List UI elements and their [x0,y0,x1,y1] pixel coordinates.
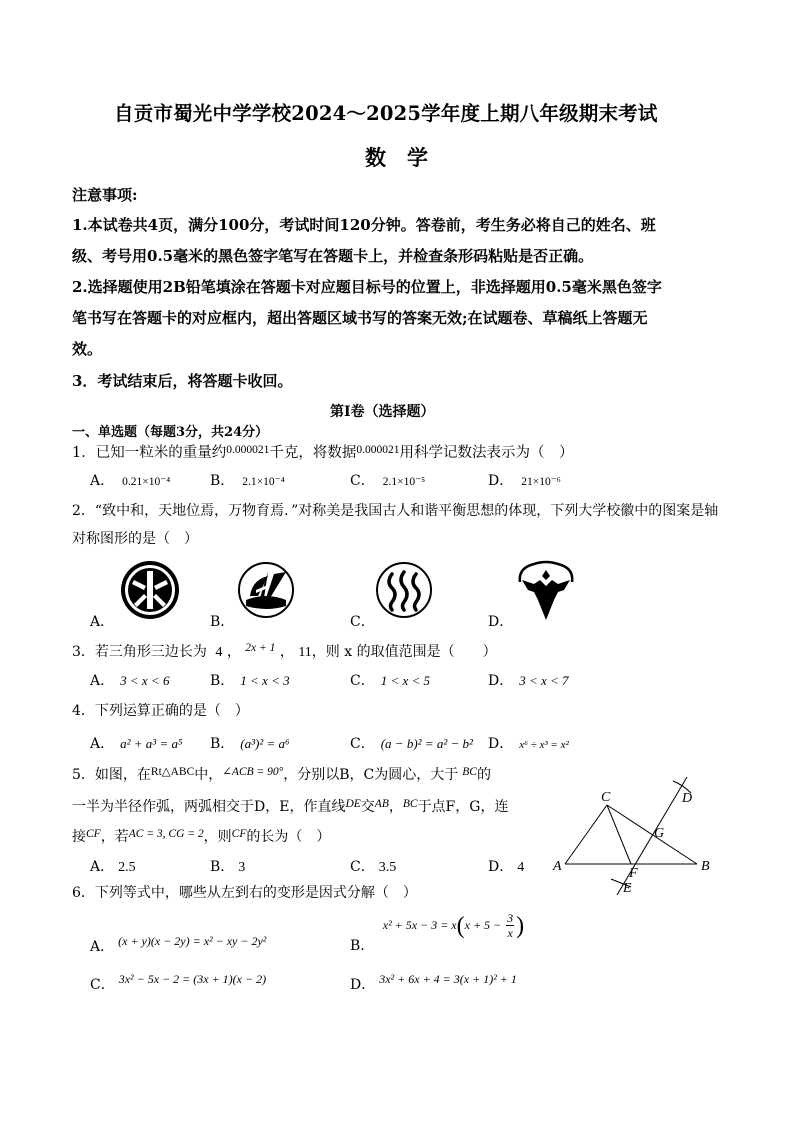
option-label: A． [90,473,115,489]
option-value: 2.1×10⁻⁵ [382,476,426,488]
q1-option-a[interactable] [90,470,170,490]
q5-text: 5．如图，在 [72,767,151,783]
option-label: B． [210,859,235,875]
q5-math: AB [374,798,389,810]
q3-option-b[interactable] [210,670,290,690]
option-label: A． [90,859,115,875]
question-5-line [72,796,508,816]
q5-math: DE [345,798,361,810]
fraction-numerator: 3 [507,911,514,925]
subject-title: 数 学 [365,145,428,170]
line-de [617,777,687,895]
part-title: 第Ⅰ卷（选择题） [330,404,435,420]
q1-option-d[interactable] [488,470,561,490]
q3-text: 3．若三角形三边长为 [72,644,207,660]
q3-side-b: 2x + 1 [245,642,276,654]
option-value: 2.1×10⁻⁴ [242,476,285,488]
right-paren: ) [516,912,525,939]
q1-text: 用科学记数法表示为（ ） [399,445,574,461]
option-value: 3x² − 5x − 2 = (3x + 1)(x − 2) [118,972,267,986]
point-b-label: B [701,859,710,874]
q5-text: ，若 [100,829,129,845]
q5-text: 接 [72,829,86,845]
q4-option-a[interactable] [90,733,182,753]
option-value: 2.5 [118,860,136,875]
q6-option-d[interactable] [350,972,517,994]
q1-number: 0.000021 [226,444,270,456]
notice-line: 1.本试卷共4页，满分100分，考试时间120分钟。答卷前，考生务必将自己的姓名、班 [72,216,656,234]
option-label: B． [210,473,235,489]
q3-option-a[interactable] [90,670,169,690]
notice-line: 笔书写在答题卡的对应框内，超出答题区域书写的答案无效;在试题卷、草稿纸上答题无 [72,309,648,327]
q3-side-c: 11 [298,645,312,660]
q5-math: CF [86,828,101,840]
point-a-label: A [553,859,562,874]
point-e-label: E [623,881,632,896]
option-label: D． [350,977,376,993]
q5-option-a[interactable] [90,856,136,876]
peking-emblem-icon [120,560,180,620]
q4-option-c[interactable] [350,733,473,753]
q6-option-b[interactable] [350,912,524,955]
option-value: 1 < x < 3 [240,673,290,688]
option-value: (x + y)(x − 2y) = x² − xy − 2y² [118,934,267,948]
segment-ac [565,805,607,864]
option-label: A． [90,939,115,955]
point-f-label: F [629,866,638,881]
option-value: 3 [238,860,246,875]
notice-heading: 注意事项: [72,186,138,204]
option-label: D． [488,736,514,752]
q5-text: 的 [476,767,491,783]
q5-option-b[interactable] [210,856,245,876]
q3-option-c[interactable] [350,670,430,690]
q3-side-a: 4 [215,645,223,660]
q5-text: ，分别以B，C为圆心，大于 [283,767,459,783]
option-value: 3 < x < 7 [519,673,569,688]
q2-option-a-label[interactable]: A． [90,614,115,630]
option-label: C． [350,473,375,489]
option-label: A． [90,673,115,689]
q2-option-b-label[interactable]: B． [210,614,235,630]
q5-text: 一半为半径作弧，两弧相交于D，E，作直线 [72,799,346,815]
question-4: 4．下列运算正确的是（ ） [72,703,249,719]
option-expression: x² + 5x − 3 = x [382,917,457,932]
option-expression: x + 5 − [464,917,502,932]
fraction [506,912,514,940]
q5-text: 于点F，G，连 [417,799,509,815]
option-label: C． [350,673,375,689]
q1-option-b[interactable] [210,470,285,490]
option-value: 3 < x < 6 [120,673,170,688]
notice-line: 2.选择题使用2B铅笔填涂在答题卡对应题目标号的位置上，非选择题用0.5毫米黑色签字 [72,278,662,296]
sailboat-emblem-icon [238,562,294,618]
q1-number: 0.000021 [356,444,400,456]
q5-math: AC = 3, CG = 2 [128,828,204,840]
q5-text: 交 [360,799,375,815]
option-value: a² + a³ = a⁵ [120,736,183,751]
notice-line: 级、考号用0.5毫米的黑色签字笔写在答题卡上，并检查条形码粘贴是否正确。 [72,247,594,265]
option-label: D． [488,473,514,489]
triangle-figure [545,775,725,900]
option-label: C． [90,977,115,993]
q5-option-d[interactable] [488,856,524,876]
q1-option-c[interactable] [350,470,425,490]
q3-text: ，则 x 的取值范围是（ ） [311,644,497,660]
q5-math: BC [462,766,477,778]
q3-option-d[interactable] [488,670,569,690]
exam-title: 自贡市蜀光中学学校2024～2025学年度上期八年级期末考试 [114,102,658,125]
q1-text: 千克，将数据 [269,445,357,461]
q1-text: 1．已知一粒米的重量约 [72,445,227,461]
notice-line: 效。 [72,340,103,358]
option-value: 3x² + 6x + 4 = 3(x + 1)² + 1 [379,972,517,986]
option-value [383,912,524,940]
option-value: 4 [517,860,525,875]
q4-option-b[interactable] [210,733,290,753]
q5-math: Rt△ABC [150,766,195,778]
option-label: D． [488,673,514,689]
waves-emblem-icon [376,562,432,618]
option-value: 1 < x < 5 [380,673,431,688]
option-label: B． [210,736,235,752]
segment-cb [607,805,697,864]
notice-line: 3．考试结束后，将答题卡收回。 [72,372,293,390]
q2-option-d-label[interactable]: D． [488,614,514,630]
q5-text: 的长为（ ） [246,829,331,845]
left-paren: ( [456,912,465,939]
option-value: (a − b)² = a² − b² [380,736,473,751]
question-1 [72,441,573,462]
q5-option-c[interactable] [350,856,396,876]
question-5-line [72,826,330,846]
fraction-denominator: x [507,926,513,940]
q4-option-d[interactable] [488,733,569,753]
question-5-line [72,764,491,784]
point-c-label: C [601,790,611,805]
q2-option-c-label[interactable]: C． [350,614,375,630]
point-d-label: D [682,791,693,806]
option-value: 0.21×10⁻⁴ [122,476,171,488]
point-g-label: G [654,826,665,841]
q5-math: ∠ACB = 90° [222,766,284,778]
option-label: A． [90,736,115,752]
q5-text: ， [388,799,403,815]
option-label: D． [488,859,514,875]
question-2-line: 2．“致中和，天地位焉，万物育焉．”对称美是我国古人和谐平衡思想的体现，下列大学校徽中的图案是轴 [72,503,719,519]
option-label: B． [210,673,235,689]
question-2-line: 对称图形的是（ ） [72,531,198,547]
q5-math: BC [402,798,418,810]
option-value: x⁶ ÷ x³ = x² [519,739,569,751]
option-value: 3.5 [378,860,397,875]
eagle-emblem-icon [514,560,578,622]
q5-text: ，则 [203,829,232,845]
question-6: 6．下列等式中，哪些从左到右的变形是因式分解（ ） [72,885,417,901]
q6-option-c[interactable] [90,972,266,994]
q5-text: 中， [194,767,223,783]
option-value: 21×10⁻⁶ [521,476,561,488]
segment-cf [607,805,631,864]
option-value: (a³)² = a⁶ [240,736,290,751]
q6-option-a[interactable] [90,934,266,956]
option-label: C． [350,859,375,875]
option-label: B． [350,938,375,954]
section-heading: 一、单选题（每题3分，共24分） [72,425,269,440]
option-label: C． [350,736,375,752]
question-3: 3．若三角形三边长为 4 ， $^{2x + 1}$ ， 11，则 x 的取值范围是（ ） [72,642,497,660]
q5-math: CF [231,828,247,840]
